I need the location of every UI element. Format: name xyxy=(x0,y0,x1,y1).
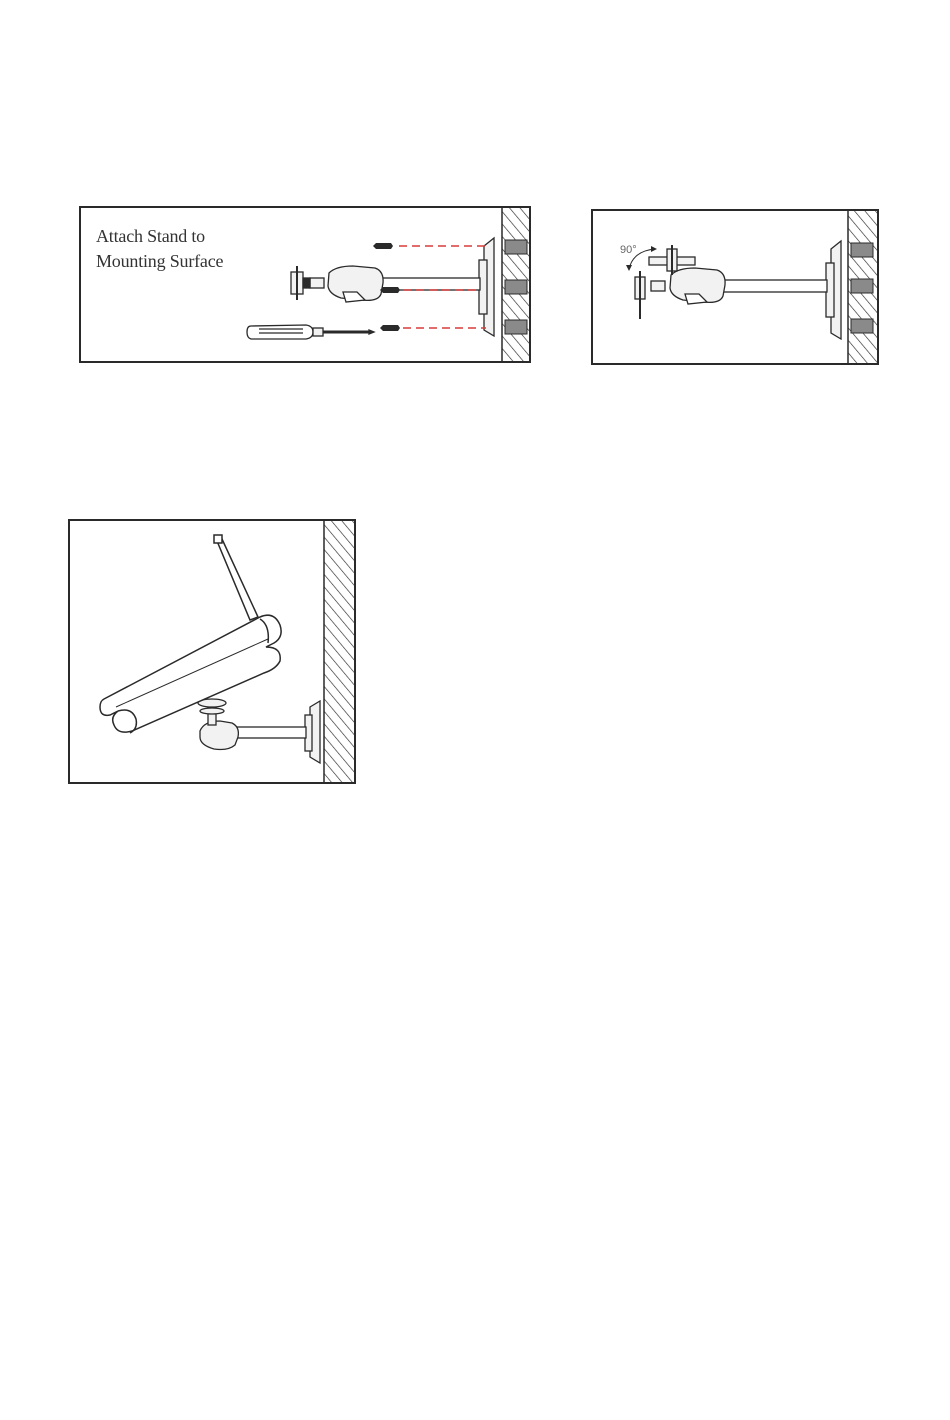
figure-mounted-camera xyxy=(68,519,356,784)
wall-icon xyxy=(848,211,879,365)
wall-icon xyxy=(502,208,531,363)
caption-line-1: Attach Stand to xyxy=(96,226,205,246)
figure-rotate-bracket xyxy=(591,209,879,365)
camera-icon xyxy=(100,615,281,733)
mounted-camera-illustration xyxy=(70,521,356,784)
camera-head-icon xyxy=(635,268,725,319)
antenna-icon xyxy=(214,535,258,620)
arm xyxy=(723,280,827,292)
camera-head-icon xyxy=(291,266,383,302)
figure-attach-stand xyxy=(79,206,531,363)
caption-line-2: Mounting Surface xyxy=(96,251,224,271)
wall-mount-icon xyxy=(826,241,841,339)
attach-stand-illustration xyxy=(81,208,531,363)
rotate-bracket-illustration xyxy=(593,211,879,365)
screwdriver-icon xyxy=(247,325,374,339)
wall-mount-icon xyxy=(305,701,320,763)
arm xyxy=(230,727,306,738)
wall-icon xyxy=(324,521,356,784)
bracket-head xyxy=(198,699,238,750)
angle-label: 90° xyxy=(620,244,637,256)
wall-mount-icon xyxy=(479,238,494,336)
